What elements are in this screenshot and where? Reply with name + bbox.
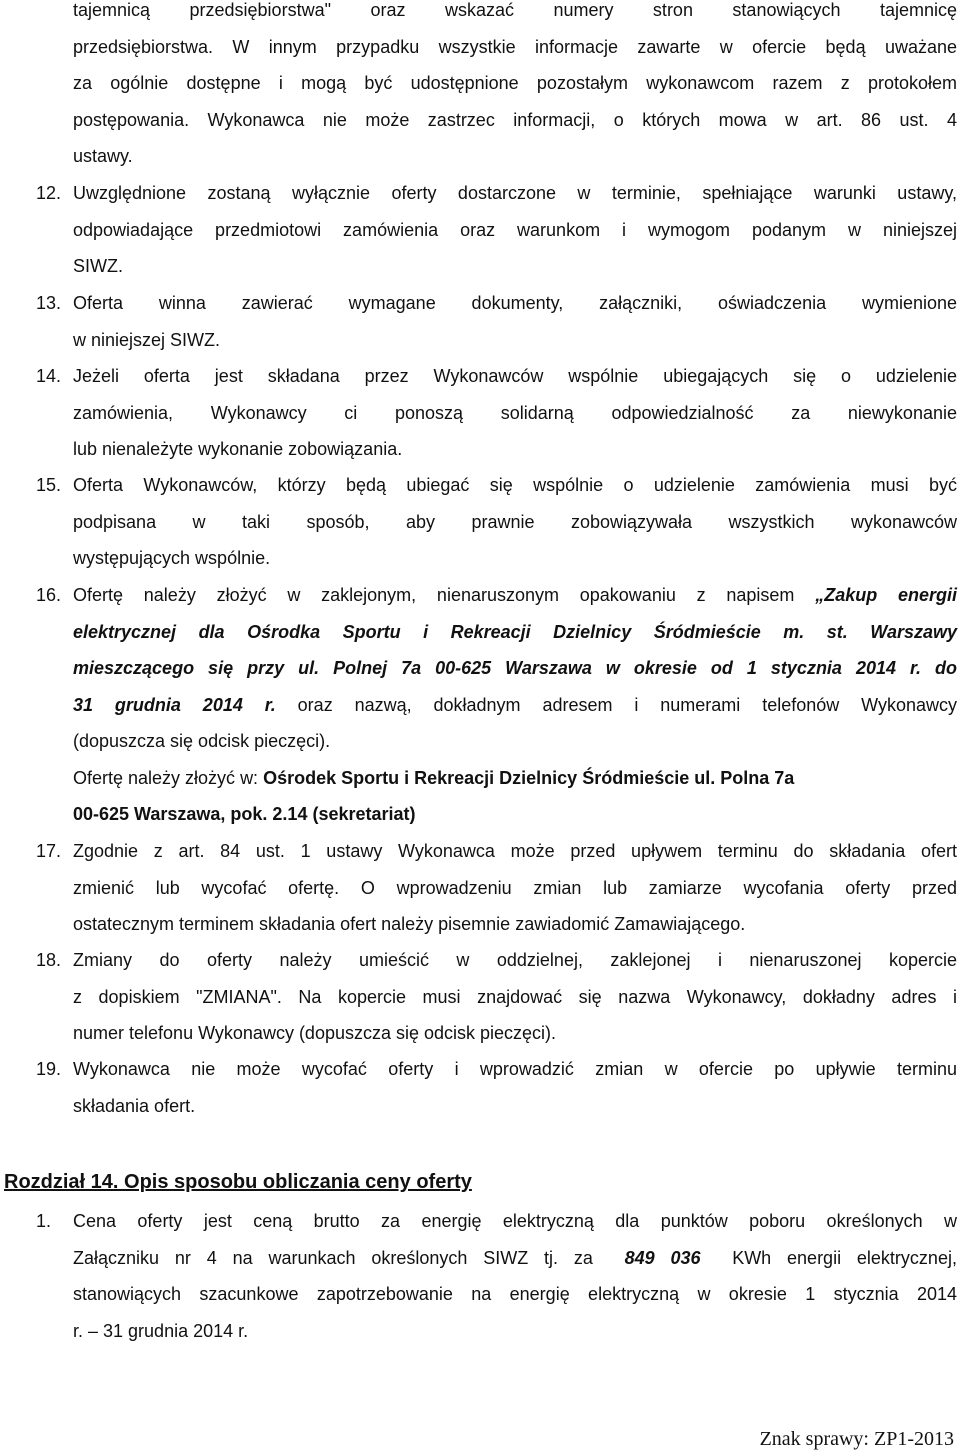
text-line: Oferta Wykonawców, którzy będą ubiegać się wspólnie o udzielenie zamówienia musi być [73,475,957,495]
address-line: Ofertę należy złożyć w: Ośrodek Sportu i Rekreacji Dzielnicy Śródmieście ul. Polna 7a [73,767,795,788]
text-line: Załączniku nr 4 na warunkach określonych SIWZ tj. za 849 036 KWh energii elektrycznej, [73,1247,957,1268]
text-line: (dopuszcza się odcisk pieczęci). [73,731,331,751]
text-line: postępowania. Wykonawca nie może zastrzec informacji, o których mowa w art. 86 ust. 4 [73,109,957,130]
text-line: Jeżeli oferta jest składana przez Wykonawców wspólnie ubiegających się o udzielenie [73,366,957,386]
text-line: Ofertę należy złożyć w zaklejonym, nienaruszonym opakowaniu z napisem „Zakup energii [73,585,957,605]
item-number: 18. [36,950,62,970]
text-line: 31 grudnia 2014 r. oraz nazwą, dokładnym adresem i numerami telefonów Wykonawcy [73,694,957,715]
text-line: lub nienależyte wykonanie zobowiązania. [73,439,403,459]
item-number: 12. [36,183,62,203]
item-number: 13. [36,293,62,313]
text-line: r. – 31 grudnia 2014 r. [73,1320,249,1341]
text-line: odpowiadające przedmiotowi zamówienia oraz warunkom i wymogom podanym w niniejszej [73,219,957,240]
quote-text: mieszczącego się przy ul. Polnej 7a 00-625 Warszawa w okresie od 1 stycznia 2014 r. do [73,658,957,678]
text-line: ustawy. [73,146,133,166]
text-line: Uwzględnione zostaną wyłącznie oferty dostarczone w terminie, spełniające warunki ustawy, [73,183,957,203]
text-line: zmienić lub wycofać ofertę. O wprowadzeniu zmian lub zamiarze wycofania oferty przed [73,877,957,898]
quote-text: 31 grudnia 2014 r. [73,694,276,715]
chapter-heading: Rozdział 14. Opis sposobu obliczania ceny oferty [4,1171,472,1193]
text-line: ostatecznym terminem składania ofert należy pisemnie zawiadomić Zamawiającego. [73,914,746,934]
item-number: 15. [36,475,62,495]
item-number: 14. [36,366,62,386]
quote-text: „Zakup energii [815,585,957,605]
item-number: 19. [36,1059,62,1079]
text-line: w niniejszej SIWZ. [73,329,221,350]
case-number-footer: Znak sprawy: ZP1-2013 [759,1428,954,1450]
text-line: Zmiany do oferty należy umieścić w oddzielnej, zaklejonej i nienaruszonej kopercie [73,950,957,970]
quote-text: elektrycznej dla Ośrodka Sportu i Rekreacji Dzielnicy Śródmieście m. st. Warszawy [73,621,957,642]
text-line: Wykonawca nie może wycofać oferty i wprowadzić zmian w ofercie po upływie terminu [73,1059,957,1079]
text-line: tajemnicą przedsiębiorstwa" oraz wskazać numery stron stanowiących tajemnicę [73,0,957,20]
address-text: Ośrodek Sportu i Rekreacji Dzielnicy Śródmieście ul. Polna 7a [263,767,795,788]
energy-value: 849 036 [624,1247,701,1268]
item-number: 16. [36,585,62,605]
text-line: Cena oferty jest ceną brutto za energię elektryczną dla punktów poboru określonych w [73,1211,957,1231]
text-line: SIWZ. [73,256,123,276]
item-number: 1. [36,1211,52,1231]
text-line: Zgodnie z art. 84 ust. 1 ustawy Wykonawca może przed upływem terminu do składania ofert [73,841,957,861]
text-line: stanowiących szacunkowe zapotrzebowanie na energię elektryczną w okresie 1 stycznia 2014 [73,1284,957,1304]
text-line: występujących wspólnie. [73,548,271,568]
text-line: zamówienia, Wykonawcy ci ponoszą solidarną odpowiedzialność za niewykonanie [73,402,957,423]
text-line: przedsiębiorstwa. W innym przypadku wszystkie informacje zawarte w ofercie będą uważane [73,36,957,57]
text-line: Oferta winna zawierać wymagane dokumenty, załączniki, oświadczenia wymienione [73,293,957,313]
text-line: za ogólnie dostępne i mogą być udostępnione pozostałym wykonawcom razem z protokołem [73,73,957,93]
text-line: składania ofert. [73,1095,196,1116]
text-line: numer telefonu Wykonawcy (dopuszcza się odcisk pieczęci). [73,1023,557,1043]
item-number: 17. [36,841,62,861]
address-text: 00-625 Warszawa, pok. 2.14 (sekretariat) [73,804,416,824]
text-line: z dopiskiem "ZMIANA". Na kopercie musi znajdować się nazwa Wykonawcy, dokładny adres i [73,986,957,1007]
text-line: podpisana w taki sposób, aby prawnie zobowiązywała wszystkich wykonawców [73,511,957,532]
